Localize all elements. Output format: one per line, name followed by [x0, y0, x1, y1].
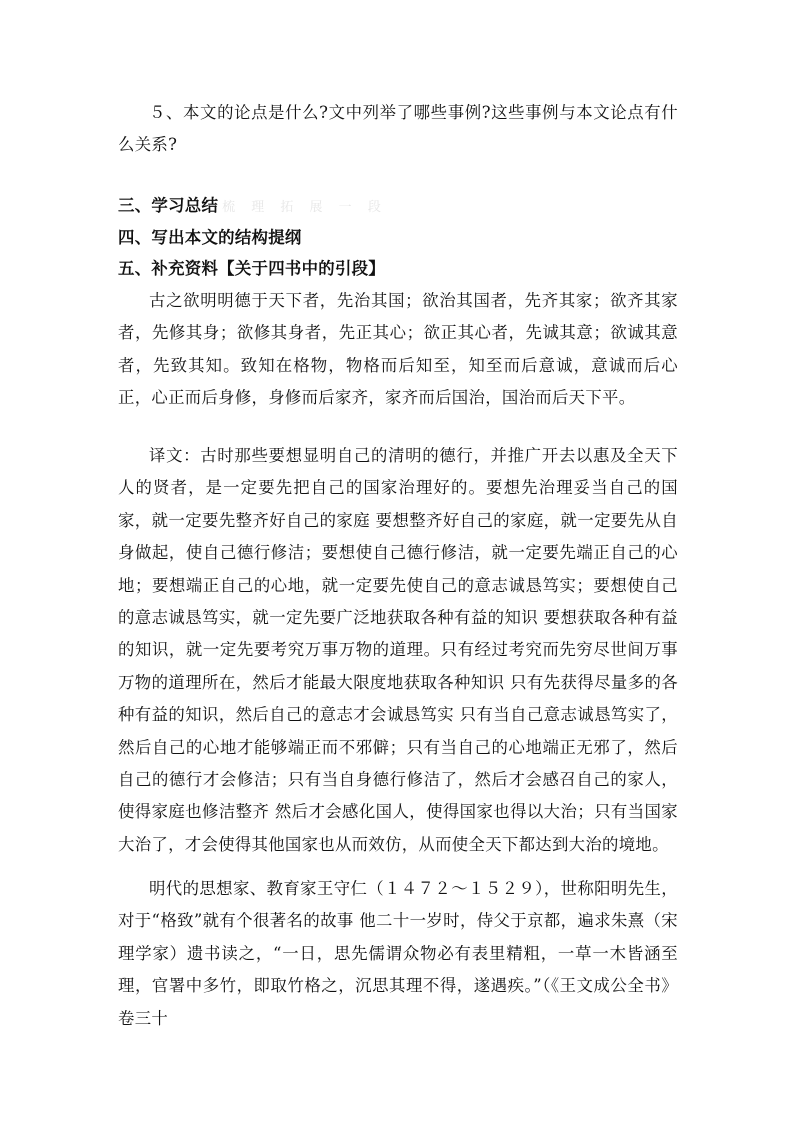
heading-outline: 四、写出本文的结构提纲 — [118, 228, 302, 247]
question-5: ５、本文的论点是什么?文中列举了哪些事例?这些事例与本文论点有什么关系? — [118, 103, 678, 155]
faint-watermark-text: 梳 理 拓 展 一 段 — [222, 200, 387, 215]
heading-summary — [118, 194, 387, 220]
translation-paragraph: 译文：古时那些要想显明自己的清明的德行，并推广开去以惠及全天下人的贤者，是一定要先把自己的国家治理好的。要想先治理妥当自己的国家，就一定要先整齐好自己的家庭 要想整齐好自己的家庭，就一定要先从自身做起，使自己德行修洁；要想使自己德行修洁，就一定要先端正自己的心地；要想端正自己的心地，就一定要先使自己的意志诚恳笃实；要想使自己的意志诚恳笃实，就一定先要广泛地获取各种有益的知识 要想获取各种有益的知识，就一定先要考究万事万物的道理。只有经过考究而先穷尽世间万事万物的道理所在，然后才能最大限度地获取各种知识 只有先获得尽量多的各种有益的知识，然后自己的意志才会诚恳笃实 只有当自己意志诚恳笃实了，然后自己的心地才能够端正而不邪僻；只有当自己的心地端正无邪了，然后自己的德行才会修洁；只有当自身德行修洁了，然后才会感召自己的家人，使得家庭也修洁整齐 然后才会感化国人，使得国家也得以大治；只有当国家大治了，才会使得其他国家也从而效仿，从而使全天下都达到大治的境地。 — [118, 446, 678, 854]
heading-summary-text: 三、学习总结 — [118, 196, 219, 215]
original-text-paragraph: 古之欲明明德于天下者，先治其国；欲治其国者，先齐其家；欲齐其家者，先修其身；欲修其身者，先正其心；欲正其心者，先诚其意；欲诚其意者，先致其知。致知在格物，物格而后知至，知至而后意诚，意诚而后心正，心正而后身修，身修而后家齐，家齐而后国治，国治而后天下平。 — [118, 291, 678, 408]
wang-shouren-paragraph: 明代的思想家、教育家王守仁（１４７２～１５２９），世称阳明先生，对于“格致”就有个很著名的故事 他二十一岁时，侍父于京都，遍求朱熹（宋理学家）遗书读之，“一日，思先儒谓众物必有表里精粗，一草一木皆涵至理，官署中多竹，即取竹格之，沉思其理不得，遂遇疾。”（《王文成公全书》卷三十 — [118, 879, 678, 1028]
heading-supplement: 五、补充资料【关于四书中的引段】 — [118, 259, 386, 278]
